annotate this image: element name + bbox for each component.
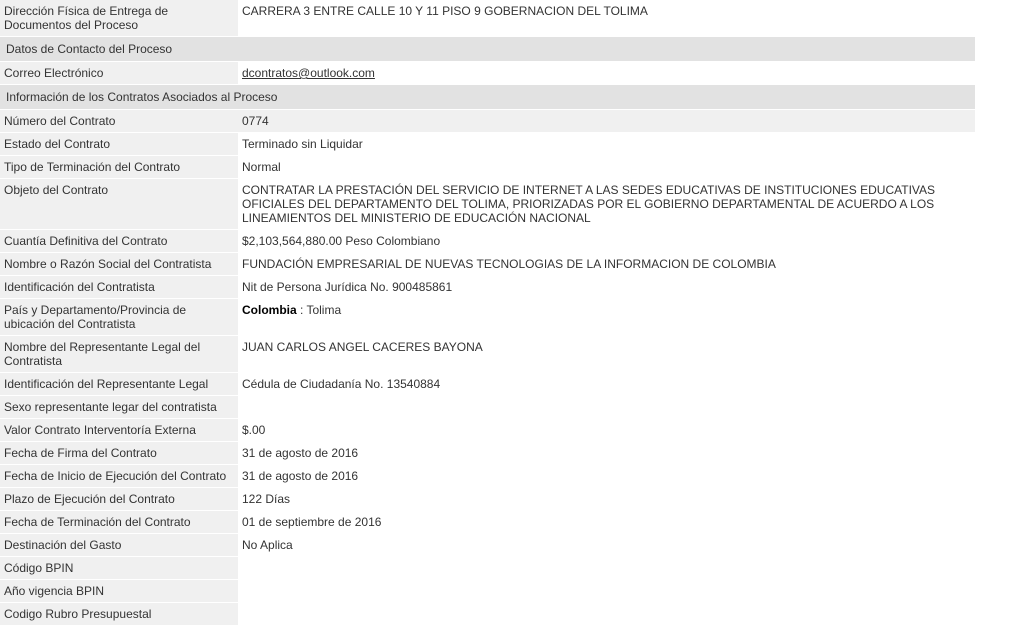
- field-value: [238, 396, 975, 419]
- field-value: Normal: [238, 156, 975, 179]
- field-label: Número del Contrato: [0, 110, 238, 133]
- table-row: [0, 133, 975, 156]
- department-name: : Tolima: [300, 303, 342, 317]
- field-label: Fecha de Terminación del Contrato: [0, 511, 238, 534]
- table-row: [0, 442, 975, 465]
- field-label: Identificación del Contratista: [0, 276, 238, 299]
- field-label: Dirección Física de Entrega de Documentos del Proceso: [0, 0, 238, 37]
- field-value: 122 Días: [238, 488, 975, 511]
- field-value: 0774: [238, 110, 975, 133]
- field-label: Nombre del Representante Legal del Contratista: [0, 336, 238, 373]
- field-label: Código BPIN: [0, 557, 238, 580]
- table-row: [0, 253, 975, 276]
- field-label: Codigo Rubro Presupuestal: [0, 603, 238, 626]
- table-row: [0, 396, 975, 419]
- field-value: 31 de agosto de 2016: [238, 465, 975, 488]
- field-value: 01 de septiembre de 2016: [238, 511, 975, 534]
- field-value: [238, 62, 975, 85]
- table-row: [0, 179, 975, 230]
- table-row: [0, 373, 975, 396]
- section-header-row: [0, 85, 975, 110]
- field-label: Fecha de Firma del Contrato: [0, 442, 238, 465]
- field-value: No Aplica: [238, 534, 975, 557]
- field-value: [238, 580, 975, 603]
- table-row: [0, 511, 975, 534]
- table-row: [0, 419, 975, 442]
- table-row: [0, 276, 975, 299]
- field-label: Nombre o Razón Social del Contratista: [0, 253, 238, 276]
- field-label: Cuantía Definitiva del Contrato: [0, 230, 238, 253]
- country-name: Colombia: [242, 303, 297, 317]
- table-row: [0, 465, 975, 488]
- field-value: FUNDACIÓN EMPRESARIAL DE NUEVAS TECNOLOGIAS DE LA INFORMACION DE COLOMBIA: [238, 253, 975, 276]
- field-value: $2,103,564,880.00 Peso Colombiano: [238, 230, 975, 253]
- table-row: [0, 0, 975, 37]
- table-row: [0, 603, 975, 626]
- field-label: Valor Contrato Interventoría Externa: [0, 419, 238, 442]
- field-label: Tipo de Terminación del Contrato: [0, 156, 238, 179]
- section-header-label: Datos de Contacto del Proceso: [0, 37, 975, 62]
- section-header-row: [0, 37, 975, 62]
- table-row: [0, 230, 975, 253]
- field-label: País y Departamento/Provincia de ubicación del Contratista: [0, 299, 238, 336]
- table-row: [0, 580, 975, 603]
- table-row: [0, 62, 975, 85]
- field-label: Año vigencia BPIN: [0, 580, 238, 603]
- field-label: Destinación del Gasto: [0, 534, 238, 557]
- table-row: [0, 336, 975, 373]
- table-row: [0, 488, 975, 511]
- field-value: Nit de Persona Jurídica No. 900485861: [238, 276, 975, 299]
- table-row: [0, 156, 975, 179]
- field-label: Identificación del Representante Legal: [0, 373, 238, 396]
- table-row: [0, 110, 975, 133]
- email-link[interactable]: dcontratos@outlook.com: [242, 66, 375, 80]
- field-label: Fecha de Inicio de Ejecución del Contrato: [0, 465, 238, 488]
- table-row: [0, 299, 975, 336]
- field-value: Cédula de Ciudadanía No. 13540884: [238, 373, 975, 396]
- field-value: $.00: [238, 419, 975, 442]
- field-value: CONTRATAR LA PRESTACIÓN DEL SERVICIO DE INTERNET A LAS SEDES EDUCATIVAS DE INSTITUCIONES EDUCATIVAS OFICIALES DEL DEPARTAMENTO DEL TOLIMA, PRIORIZADAS POR EL GOBIERNO DEPARTAMENTAL DE ACUERDO A LOS LINEAMIENTOS DEL MINISTERIO DE EDUCACIÓN NACIONAL: [238, 179, 975, 230]
- table-row: [0, 534, 975, 557]
- field-label: Correo Electrónico: [0, 62, 238, 85]
- field-label: Estado del Contrato: [0, 133, 238, 156]
- table-row: [0, 557, 975, 580]
- section-header-label: Información de los Contratos Asociados al Proceso: [0, 85, 975, 110]
- field-value: [238, 603, 975, 626]
- field-value: JUAN CARLOS ANGEL CACERES BAYONA: [238, 336, 975, 373]
- field-value: [238, 299, 975, 336]
- field-value: 31 de agosto de 2016: [238, 442, 975, 465]
- field-label: Sexo representante legar del contratista: [0, 396, 238, 419]
- field-value: Terminado sin Liquidar: [238, 133, 975, 156]
- field-value: CARRERA 3 ENTRE CALLE 10 Y 11 PISO 9 GOBERNACION DEL TOLIMA: [238, 0, 975, 37]
- field-label: Plazo de Ejecución del Contrato: [0, 488, 238, 511]
- field-value: [238, 557, 975, 580]
- field-label: Objeto del Contrato: [0, 179, 238, 230]
